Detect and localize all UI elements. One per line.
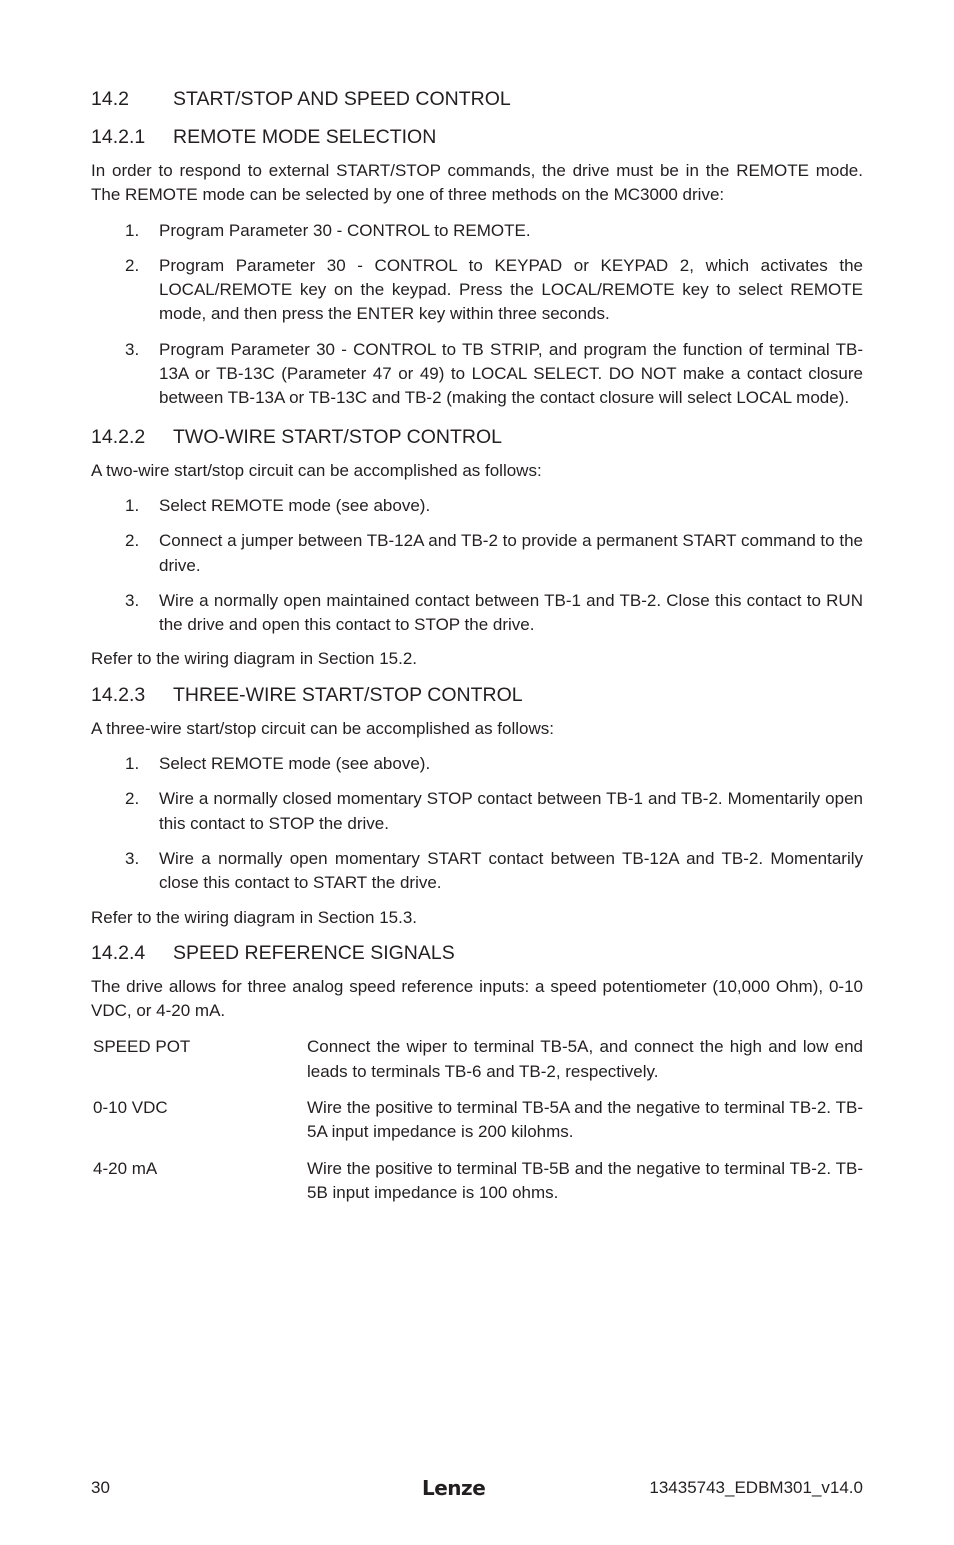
- signal-type: 0-10 VDC: [93, 1098, 168, 1118]
- page-content: [91, 86, 863, 1217]
- reference-note: Refer to the wiring diagram in Section 15.3.: [91, 907, 418, 927]
- subsection-number: 14.2.4: [91, 941, 146, 964]
- list-text: Select REMOTE mode (see above).: [159, 754, 431, 774]
- subsection-heading: [91, 682, 863, 708]
- list-number: 3.: [125, 848, 140, 868]
- page-footer: [91, 1476, 863, 1502]
- list-text: Wire a normally open momentary START contact between TB-12A and TB-2. Momentarily close this contact to START the drive.: [159, 848, 863, 893]
- paragraph: The drive allows for three analog speed reference inputs: a speed potentiometer (10,000 Ohm), 0-10 VDC, or 4-20 mA.: [91, 976, 863, 1021]
- list-number: 3.: [125, 590, 140, 610]
- subsection-heading: [91, 424, 863, 450]
- list-number: 2.: [125, 789, 140, 809]
- list-text: Program Parameter 30 - CONTROL to REMOTE.: [159, 220, 531, 240]
- subsection-number: 14.2.2: [91, 425, 146, 448]
- list-text: Connect a jumper between TB-12A and TB-2 to provide a permanent START command to the drive.: [159, 531, 863, 575]
- list-text: Wire a normally open maintained contact between TB-1 and TB-2. Close this contact to RUN the drive and open this contact to STOP the drive.: [159, 590, 863, 635]
- subsection-heading: [91, 940, 863, 966]
- list-text: Program Parameter 30 - CONTROL to KEYPAD or KEYPAD 2, which activates the LOCAL/REMOTE key on the keypad. Press the LOCAL/REMOTE key to select REMOTE mode, and then press the ENTER key within three seconds.: [159, 255, 863, 324]
- reference-note: Refer to the wiring diagram in Section 15.2.: [91, 649, 418, 669]
- paragraph: In order to respond to external START/STOP commands, the drive must be in the REMOTE mode. The REMOTE mode can be selected by one of three methods on the MC3000 drive:: [91, 161, 863, 205]
- page-number: 30: [91, 1478, 110, 1497]
- signal-table: [91, 1035, 863, 1205]
- signal-description: Wire the positive to terminal TB-5B and the negative to terminal TB-2. TB-5B input impedance is 100 ohms.: [307, 1158, 863, 1202]
- list-number: 2.: [125, 531, 140, 551]
- subsection-number: 14.2.1: [91, 126, 146, 148]
- table-row: [91, 1157, 863, 1206]
- list-number: 2.: [125, 255, 140, 275]
- numbered-list: [91, 752, 863, 895]
- list-item: [91, 752, 863, 776]
- list-item: [91, 787, 863, 836]
- paragraph: A two-wire start/stop circuit can be accomplished as follows:: [91, 460, 542, 480]
- list-number: 1.: [125, 754, 140, 774]
- list-item: [91, 494, 863, 518]
- list-number: 3.: [125, 339, 140, 359]
- section-heading: [91, 86, 863, 112]
- subsection-title: TWO-WIRE START/STOP CONTROL: [173, 425, 502, 448]
- numbered-list: [91, 219, 863, 411]
- list-text: Select REMOTE mode (see above).: [159, 495, 431, 515]
- paragraph: A three-wire start/stop circuit can be accomplished as follows:: [91, 718, 554, 738]
- list-item: [91, 254, 863, 327]
- list-text: Wire a normally closed momentary STOP contact between TB-1 and TB-2. Momentarily open this contact to STOP the drive.: [159, 789, 863, 833]
- subsection-title: THREE-WIRE START/STOP CONTROL: [173, 683, 523, 706]
- lenze-logo: Lenze: [422, 1476, 486, 1500]
- list-text: Program Parameter 30 - CONTROL to TB STRIP, and program the function of terminal TB-13A or TB-13C (Parameter 47 or 49) to LOCAL SELECT. DO NOT make a contact closure between TB-13A or TB-13C and TB-2 (making the contact closure will select LOCAL mode).: [159, 339, 863, 408]
- table-row: [91, 1096, 863, 1145]
- list-item: [91, 589, 863, 638]
- list-item: [91, 219, 863, 243]
- signal-description: Wire the positive to terminal TB-5A and the negative to terminal TB-2. TB-5A input impedance is 200 kilohms.: [307, 1098, 863, 1142]
- subsection-number: 14.2.3: [91, 683, 146, 706]
- list-number: 1.: [125, 495, 140, 515]
- subsection-title: SPEED REFERENCE SIGNALS: [173, 941, 455, 964]
- table-row: [91, 1035, 863, 1084]
- signal-description: Connect the wiper to terminal TB-5A, and connect the high and low end leads to terminals TB-6 and TB-2, respectively.: [307, 1037, 863, 1081]
- list-item: [91, 529, 863, 578]
- list-item: [91, 847, 863, 896]
- list-item: [91, 338, 863, 411]
- list-number: 1.: [125, 220, 140, 240]
- section-title: START/STOP AND SPEED CONTROL: [173, 88, 511, 110]
- signal-type: 4-20 mA: [93, 1158, 158, 1178]
- subsection-title: REMOTE MODE SELECTION: [173, 126, 437, 148]
- subsection-heading: [91, 124, 863, 150]
- numbered-list: [91, 494, 863, 637]
- signal-type: SPEED POT: [93, 1037, 191, 1057]
- section-number: 14.2: [91, 88, 129, 110]
- document-id: 13435743_EDBM301_v14.0: [649, 1478, 863, 1497]
